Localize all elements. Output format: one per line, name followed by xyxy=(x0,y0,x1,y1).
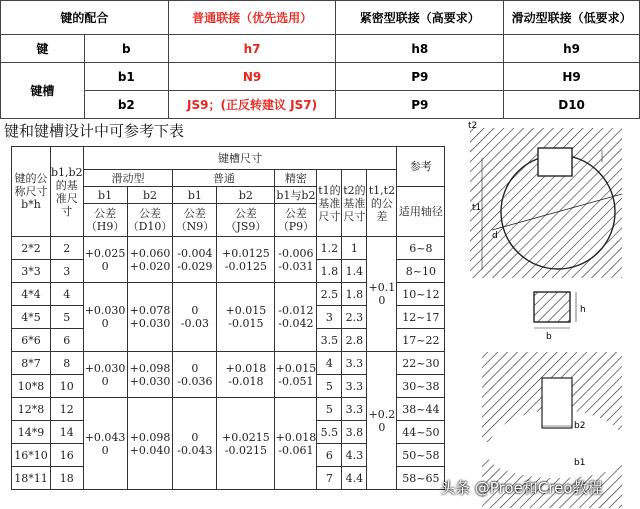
watermark: 头条 @Proe和Creo教程 xyxy=(440,479,603,497)
cell-tol-n9: 0 -0.043 xyxy=(173,398,217,490)
cell-tol-p9: -0.012 -0.042 xyxy=(275,283,317,352)
cell-t1: 3.5 xyxy=(317,329,342,352)
cell-tol-js9: +0.0215 -0.0215 xyxy=(217,398,275,490)
cell-base: 16 xyxy=(51,444,84,467)
cell-base: 5 xyxy=(51,306,84,329)
cell-tol-p9: +0.015 -0.051 xyxy=(275,352,317,398)
head-tight-b1b2: b1与b2 xyxy=(276,188,316,202)
cell-base: 14 xyxy=(51,421,84,444)
slot-normal-b2: JS9；(正反转建议 JS7) xyxy=(168,91,336,119)
cell-t1: 6 xyxy=(317,444,342,467)
table-row xyxy=(12,352,445,375)
key-sym: b xyxy=(84,35,168,63)
cell-key-size: 18*11 xyxy=(12,467,51,490)
slot-tight-b1: P9 xyxy=(336,63,504,91)
label-d: d xyxy=(492,231,498,241)
head-shaft: 适用轴径 xyxy=(397,187,445,237)
cell-shaft: 17~22 xyxy=(397,329,445,352)
head-normal: 普通 xyxy=(173,170,275,187)
header-fit: 键的配合 xyxy=(1,1,169,35)
cell-t2: 2.3 xyxy=(342,306,367,329)
header-slide: 滑动型联接（低要求） xyxy=(504,1,640,35)
cell-base: 6 xyxy=(51,329,84,352)
label-h: h xyxy=(580,305,586,315)
label-b2: b2 xyxy=(574,421,586,431)
header-normal: 普通联接（优先选用） xyxy=(168,1,336,35)
cell-t2: 2.8 xyxy=(342,329,367,352)
cell-key-size: 3*3 xyxy=(12,260,51,283)
cell-shaft: 12~17 xyxy=(397,306,445,329)
head-normal-b1: b1 xyxy=(173,187,217,204)
head-slide-b1: b1 xyxy=(83,187,127,204)
head-slide: 滑动型 xyxy=(83,170,173,187)
cell-base: 10 xyxy=(51,375,84,398)
head-tol-js9: 公差（JS9） xyxy=(217,204,275,237)
cell-t2: 1.8 xyxy=(342,283,367,306)
cell-key-size: 16*10 xyxy=(12,444,51,467)
cell-t1: 3 xyxy=(317,306,342,329)
key-label: 键 xyxy=(1,35,85,63)
cell-key-size: 10*8 xyxy=(12,375,51,398)
cell-tol-d10: +0.078 +0.030 xyxy=(127,283,173,352)
cell-t1: 5 xyxy=(317,375,342,398)
cell-shaft: 30~38 xyxy=(397,375,445,398)
keyway-diagrams xyxy=(462,120,640,509)
head-tol-n9: 公差（N9） xyxy=(173,204,217,237)
cell-tol-h9: +0.030 0 xyxy=(83,283,127,352)
cell-t1: 1.2 xyxy=(317,237,342,260)
cell-base: 18 xyxy=(51,467,84,490)
cell-t-tol: +0.1 0 xyxy=(367,237,397,352)
head-slide-b2: b2 xyxy=(127,187,173,204)
cell-t1: 1.8 xyxy=(317,260,342,283)
key-tight: h8 xyxy=(336,35,504,63)
cell-t2: 4.4 xyxy=(342,467,367,490)
head-t1: t1的基准尺寸 xyxy=(317,170,342,237)
cell-shaft: 38~44 xyxy=(397,398,445,421)
head-tol-h9: 公差（H9） xyxy=(83,204,127,237)
key-section-diagram xyxy=(534,292,586,342)
head-slot-size: 键槽尺寸 xyxy=(83,147,397,170)
cell-key-size: 14*9 xyxy=(12,421,51,444)
label-b: b xyxy=(546,332,552,342)
cell-base: 2 xyxy=(51,237,84,260)
slot-sym-b2: b2 xyxy=(84,91,168,119)
key-normal: h7 xyxy=(168,35,336,63)
hub-key-diagram xyxy=(468,121,622,278)
cell-tol-n9: -0.004 -0.029 xyxy=(173,237,217,283)
table-caption: 键和键槽设计中可参考下表 xyxy=(4,122,185,140)
cell-t1: 7 xyxy=(317,467,342,490)
head-ref: 参考 xyxy=(397,147,445,187)
slot-tight-b2: P9 xyxy=(336,91,504,119)
cell-key-size: 6*6 xyxy=(12,329,51,352)
cell-base: 4 xyxy=(51,283,84,306)
cell-key-size: 12*8 xyxy=(12,398,51,421)
cell-key-size: 8*7 xyxy=(12,352,51,375)
slot-label: 键槽 xyxy=(1,63,85,119)
head-normal-b2: b2 xyxy=(217,187,275,204)
cell-shaft: 50~58 xyxy=(397,444,445,467)
cell-tol-p9: -0.006 -0.031 xyxy=(275,237,317,283)
cell-shaft: 58~65 xyxy=(397,467,445,490)
cell-shaft: 10~12 xyxy=(397,283,445,306)
slot-slide-b1: H9 xyxy=(504,63,640,91)
cell-key-size: 4*4 xyxy=(12,283,51,306)
slot-sym-b1: b1 xyxy=(84,63,168,91)
cell-t2: 4.3 xyxy=(342,444,367,467)
cell-shaft: 22~30 xyxy=(397,352,445,375)
key-slide: h9 xyxy=(504,35,640,63)
table-row xyxy=(12,237,445,260)
head-tight: 精密 xyxy=(275,170,317,187)
cell-t1: 5 xyxy=(317,398,342,421)
slot-slide-b2: D10 xyxy=(504,91,640,119)
cell-tol-h9: +0.025 0 xyxy=(83,237,127,283)
cell-base: 8 xyxy=(51,352,84,375)
header-tight: 紧密型联接（高要求） xyxy=(336,1,504,35)
cell-t1: 5.5 xyxy=(317,421,342,444)
head-key-size: 键的公称尺寸b*h xyxy=(12,147,51,237)
cell-t1: 4 xyxy=(317,352,342,375)
cell-tol-n9: 0 -0.036 xyxy=(173,352,217,398)
cell-tol-js9: +0.015 -0.015 xyxy=(217,283,275,352)
cell-tol-d10: +0.098 +0.030 xyxy=(127,352,173,398)
label-t2: t2 xyxy=(468,121,478,131)
key-fit-table xyxy=(0,0,640,119)
head-t2: t2的基准尺寸 xyxy=(342,170,367,237)
cell-t1: 2.5 xyxy=(317,283,342,306)
cell-t-tol: +0.2 0 xyxy=(367,352,397,490)
cell-t2: 3.3 xyxy=(342,398,367,421)
cell-tol-js9: +0.018 -0.018 xyxy=(217,352,275,398)
cell-tol-h9: +0.043 0 xyxy=(83,398,127,490)
head-t1t2: t1,t2的公差 xyxy=(367,170,397,237)
cell-shaft: 44~50 xyxy=(397,421,445,444)
cell-shaft: 6~8 xyxy=(397,237,445,260)
cell-tol-js9: +0.0125 -0.0125 xyxy=(217,237,275,283)
cell-tol-d10: +0.060 +0.020 xyxy=(127,237,173,283)
cell-key-size: 4*5 xyxy=(12,306,51,329)
cell-tol-n9: 0 -0.03 xyxy=(173,283,217,352)
cell-t2: 1.4 xyxy=(342,260,367,283)
cell-t2: 3.3 xyxy=(342,352,367,375)
cell-t2: 3.3 xyxy=(342,375,367,398)
keyway-dimension-table xyxy=(11,146,445,490)
cell-tol-p9: +0.018 -0.061 xyxy=(275,398,317,490)
head-tol-d10: 公差（D10） xyxy=(127,204,173,237)
cell-base: 12 xyxy=(51,398,84,421)
label-b1: b1 xyxy=(574,458,586,468)
cell-tol-h9: +0.030 0 xyxy=(83,352,127,398)
cell-tol-d10: +0.098 +0.040 xyxy=(127,398,173,490)
label-t1: t1 xyxy=(472,203,482,213)
cell-key-size: 2*2 xyxy=(12,237,51,260)
head-base: b1,b2的基准尺寸 xyxy=(51,147,84,237)
slot-normal-b1: N9 xyxy=(168,63,336,91)
cell-t2: 3.8 xyxy=(342,421,367,444)
cell-shaft: 8~10 xyxy=(397,260,445,283)
cell-t2: 1 xyxy=(342,237,367,260)
head-tol-p9: 公差（P9） xyxy=(275,204,317,237)
cell-base: 3 xyxy=(51,260,84,283)
